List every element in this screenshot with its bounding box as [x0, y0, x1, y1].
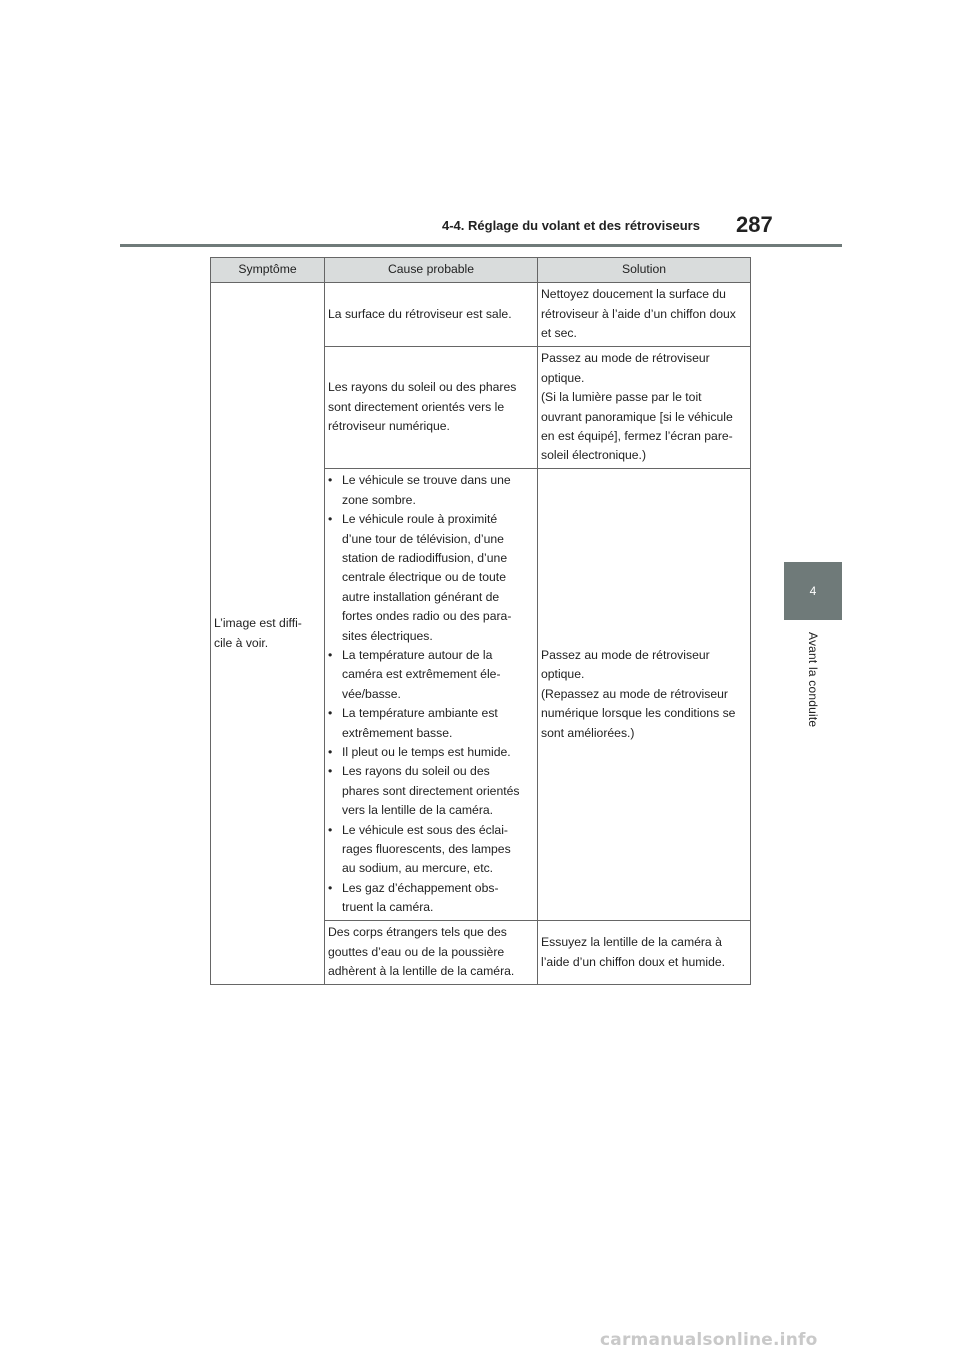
cause-list-item: • Le véhicule roule à proximité d’une tour de télévision, d’une station de radiodiffusion, d’une centrale électrique ou de toute autre installation générant de fortes ondes radio ou des para- sites électriques.: [328, 510, 534, 646]
solution-cell: [538, 283, 751, 347]
solution-text: Passez au mode de rétroviseur optique. (Si la lumière passe par le toit ouvrant panoramique [si le véhicule en est équipé], fermez l’écran pare- soleil électronique.): [541, 351, 733, 463]
cause-list-item: • Les rayons du soleil ou des phares sont directement orientés vers la lentille de la caméra.: [328, 762, 534, 820]
table-header-row: [211, 258, 751, 283]
header-cause: Cause probable: [325, 258, 538, 283]
cause-text: Des corps étrangers tels que des gouttes d’eau ou de la poussière adhèrent à la lentille de la caméra.: [328, 925, 515, 979]
troubleshooting-table: [210, 257, 751, 985]
solution-cell: [538, 347, 751, 469]
cause-list: [328, 471, 534, 917]
chapter-label: Avant la conduite: [806, 632, 820, 728]
solution-text: Passez au mode de rétroviseur optique. (Repassez au mode de rétroviseur numérique lorsque les conditions se sont améliorées.): [541, 647, 736, 740]
cause-list-item: • Le véhicule se trouve dans une zone sombre.: [328, 471, 534, 510]
cause-text: Les rayons du soleil ou des phares sont directement orientés vers le rétroviseur numérique.: [328, 380, 517, 434]
symptom-cell: [211, 283, 325, 985]
header-divider: [120, 244, 842, 247]
cause-cell: [325, 347, 538, 469]
cause-cell: [325, 469, 538, 921]
cause-list-item: • La température ambiante est extrêmement basse.: [328, 704, 534, 743]
solution-cell: [538, 469, 751, 921]
table-row: [211, 283, 751, 347]
symptom-text: L’image est diffi- cile à voir.: [214, 616, 302, 650]
header-symptom: Symptôme: [211, 258, 325, 283]
header-solution: Solution: [538, 258, 751, 283]
chapter-number: 4: [809, 584, 817, 598]
page-number: 287: [736, 212, 773, 237]
cause-list-item: • Les gaz d’échappement obs- truent la caméra.: [328, 879, 534, 918]
section-title: 4-4. Réglage du volant et des rétroviseurs: [442, 218, 700, 233]
cause-list-item: • Le véhicule est sous des éclai- rages fluorescents, des lampes au sodium, au mercure, etc.: [328, 821, 534, 879]
solution-text: Nettoyez doucement la surface du rétroviseur à l’aide d’un chiffon doux et sec.: [541, 287, 736, 341]
solution-text: Essuyez la lentille de la caméra à l’aide d’un chiffon doux et humide.: [541, 935, 726, 969]
cause-list-item: • Il pleut ou le temps est humide.: [328, 743, 534, 762]
cause-text: La surface du rétroviseur est sale.: [328, 306, 512, 321]
cause-cell: [325, 921, 538, 985]
watermark: carmanualsonline.info: [600, 1330, 818, 1350]
solution-cell: [538, 921, 751, 985]
chapter-tab: [784, 562, 842, 620]
cause-cell: [325, 283, 538, 347]
cause-list-item: • La température autour de la caméra est extrêmement éle- vée/basse.: [328, 646, 534, 704]
